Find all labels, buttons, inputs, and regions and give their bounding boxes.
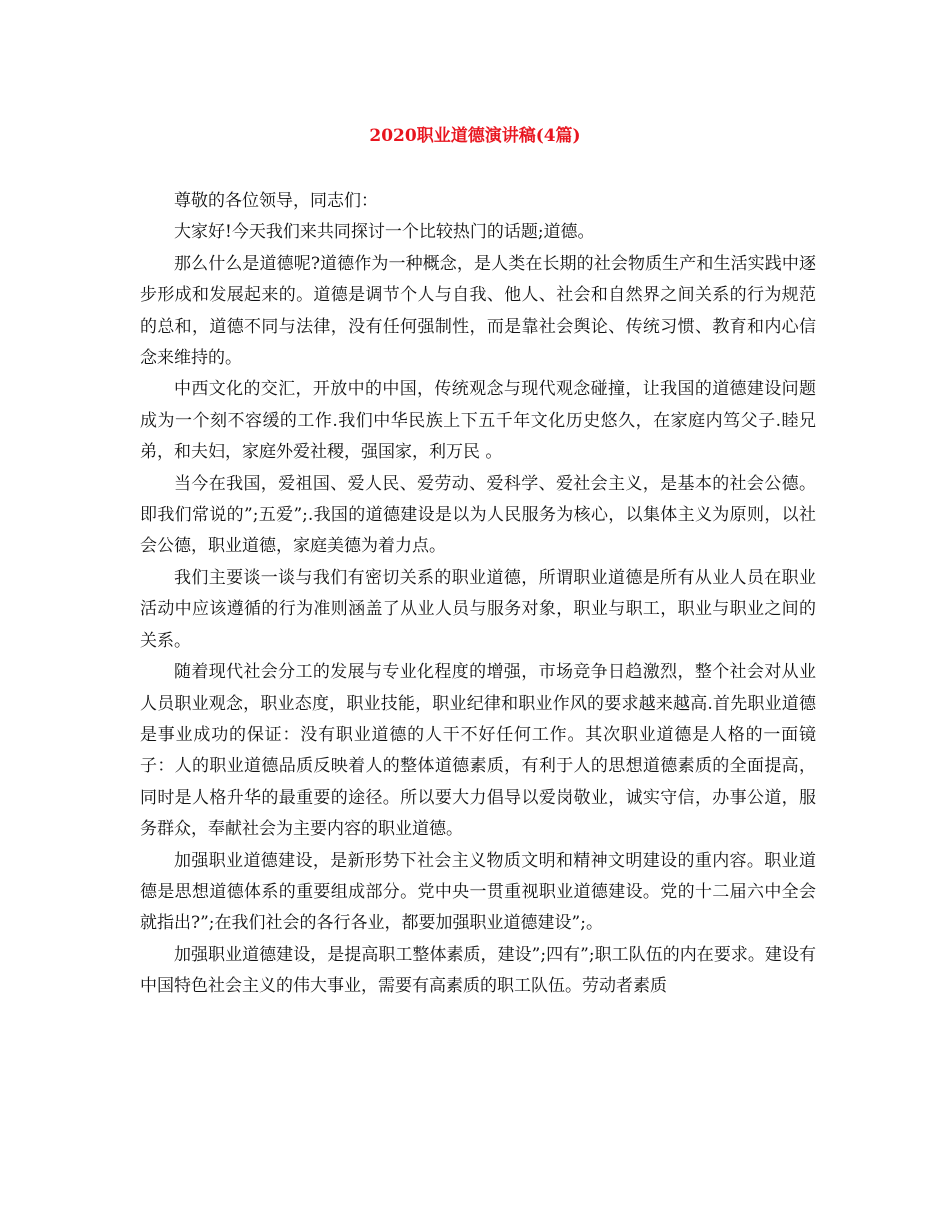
paragraph: 随着现代社会分工的发展与专业化程度的增强，市场竞争日趋激烈，整个社会对从业人员职业观念，职业态度，职业技能，职业纪律和职业作风的要求越来越高.首先职业道德是事业成功的保证：没有职业道德的人干不好任何工作。其次职业道德是人格的一面镜子：人的职业道德品质反映着人的整体道德素质，有利于人的思想道德素质的全面提高，同时是人格升华的最重要的途径。所以要大力倡导以爱岗敬业，诚实守信，办事公道，服务群众，奉献社会为主要内容的职业道德。 (140, 662, 816, 840)
salutation: 尊敬的各位领导，同志们： (174, 191, 378, 211)
paragraph: 加强职业道德建设，是新形势下社会主义物质文明和精神文明建设的重内容。职业道德是思想道德体系的重要组成部分。党中央一贯重视职业道德建设。党的十二届六中全会就指出?”;在我们社会的各行各业，都要加强职业道德建设”;。 (140, 850, 816, 934)
document-title: 2020职业道德演讲稿(4篇) (369, 126, 581, 146)
paragraph: 我们主要谈一谈与我们有密切关系的职业道德，所谓职业道德是所有从业人员在职业活动中应该遵循的行为准则涵盖了从业人员与服务对象，职业与职工，职业与职业之间的关系。 (140, 567, 816, 651)
document-body (140, 186, 816, 1003)
paragraph: 加强职业道德建设，是提高职工整体素质，建设”;四有”;职工队伍的内在要求。建设有中国特色社会主义的伟大事业，需要有高素质的职工队伍。劳动者素质 (140, 944, 816, 997)
paragraph: 中西文化的交汇，开放中的中国，传统观念与现代观念碰撞，让我国的道德建设问题成为一个刻不容缓的工作.我们中华民族上下五千年文化历史悠久，在家庭内笃父子.睦兄弟，和夫妇，家庭外爱社稷，强国家，利万民 。 (140, 379, 816, 463)
paragraph: 那么什么是道德呢?道德作为一种概念，是人类在长期的社会物质生产和生活实践中逐步形成和发展起来的。道德是调节个人与自我、他人、社会和自然界之间关系的行为规范的总和，道德不同与法律，没有任何强制性，而是靠社会舆论、传统习惯、教育和内心信念来维持的。 (140, 253, 816, 369)
paragraph: 当今在我国，爱祖国、爱人民、爱劳动、爱科学、爱社会主义，是基本的社会公德。即我们常说的”;五爱”;.我国的道德建设是以为人民服务为核心，以集体主义为原则，以社会公德，职业道德，家庭美德为着力点。 (140, 473, 816, 557)
paragraph: 大家好!今天我们来共同探讨一个比较热门的话题;道德。 (174, 222, 595, 243)
